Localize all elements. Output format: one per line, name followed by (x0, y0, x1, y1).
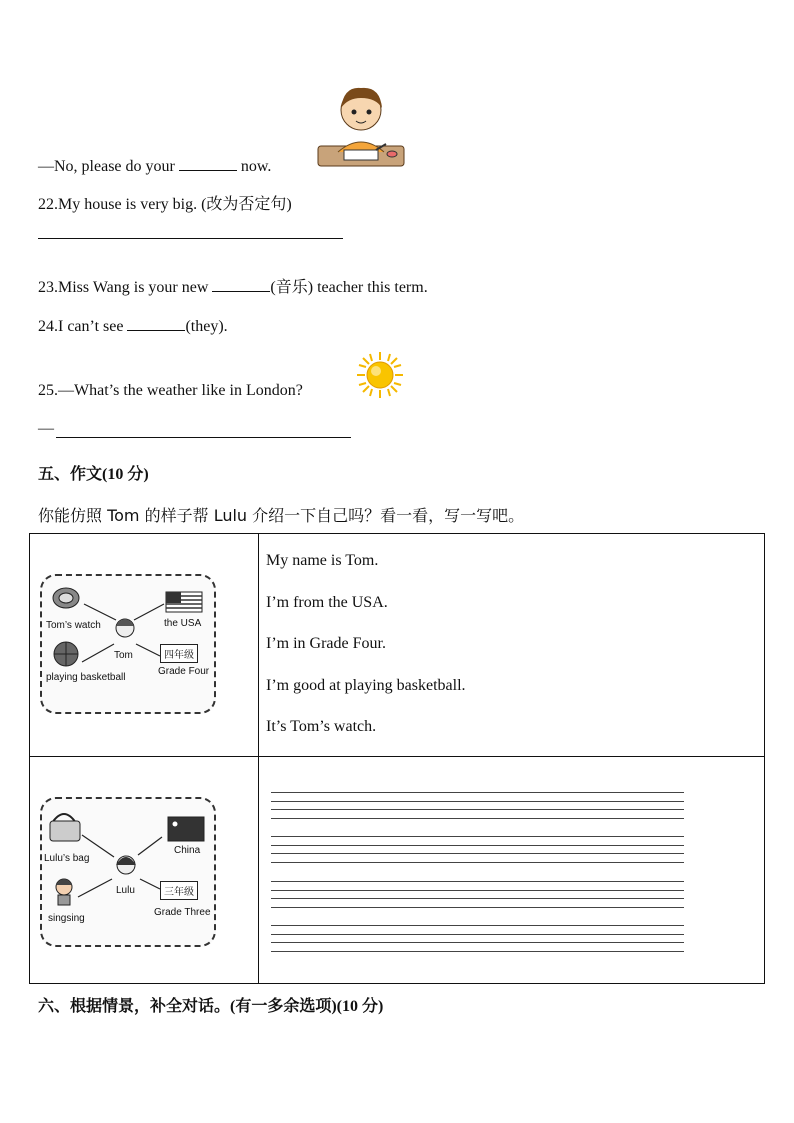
answer-dash-25: — (38, 420, 54, 437)
tom-sentence: I’m good at playing basketball. (266, 676, 466, 694)
tom-grade-label: Grade Four (158, 666, 210, 677)
lulu-grade-box: 三年级 (160, 881, 198, 900)
lulu-bag-label: Lulu’s bag (44, 852, 90, 864)
boy-writing-illustration (316, 80, 406, 170)
lulu-country-label: China (174, 844, 201, 856)
tom-picture-cell (30, 534, 259, 757)
tom-name-label: Tom (114, 650, 133, 661)
tom-sentence: It’s Tom’s watch. (266, 718, 377, 735)
question-25: 25.—What’s the weather like in London? (38, 382, 303, 399)
writing-line-group[interactable] (271, 829, 684, 863)
section-6-heading: 六、根据情景，补全对话。(有一多余选项)(10 分) (38, 998, 384, 1015)
writing-line-group[interactable] (271, 918, 684, 952)
lulu-name-label: Lulu (116, 884, 135, 896)
question-21: —No, please do your now. (38, 158, 272, 175)
tom-sentences (259, 534, 764, 756)
tom-sentence: I’m from the USA. (266, 593, 388, 611)
section-5-instructions: 你能仿照 Tom 的样子帮 Lulu 介绍一下自己吗？看一看，写一写吧。 (38, 506, 525, 525)
lulu-hobby-label: singsing (48, 912, 85, 924)
answer-blank-21[interactable] (179, 156, 237, 171)
writing-line-group[interactable] (271, 874, 684, 908)
question-22: 22.My house is very big. (改为否定句) (38, 196, 292, 213)
section-5-heading: 五、作文(10 分) (38, 466, 149, 483)
tom-watch-label: Tom’s watch (46, 620, 101, 631)
composition-table (29, 533, 765, 984)
answer-blank-24[interactable] (127, 316, 185, 331)
tom-hobby-label: playing basketball (46, 672, 126, 683)
answer-blank-23[interactable] (212, 277, 270, 292)
tom-grade-box: 四年级 (160, 644, 198, 663)
lulu-writing-cell[interactable] (259, 756, 765, 983)
tom-sentence: My name is Tom. (266, 552, 379, 569)
tom-country-label: the USA (164, 618, 202, 629)
lulu-info-card (40, 797, 216, 947)
writing-line-group[interactable] (271, 785, 684, 819)
question-24: 24.I can’t see (they). (38, 318, 228, 335)
sun-icon (356, 351, 404, 399)
question-23: 23.Miss Wang is your new (音乐) teacher this term. (38, 279, 428, 296)
answer-line-25[interactable] (56, 437, 351, 438)
tom-info-card (40, 574, 216, 714)
tom-sentence: I’m in Grade Four. (266, 635, 386, 652)
lulu-picture-cell (30, 756, 259, 983)
tom-sentences-cell (259, 534, 765, 757)
answer-line-22[interactable] (38, 238, 343, 239)
lulu-grade-label: Grade Three (154, 906, 211, 918)
